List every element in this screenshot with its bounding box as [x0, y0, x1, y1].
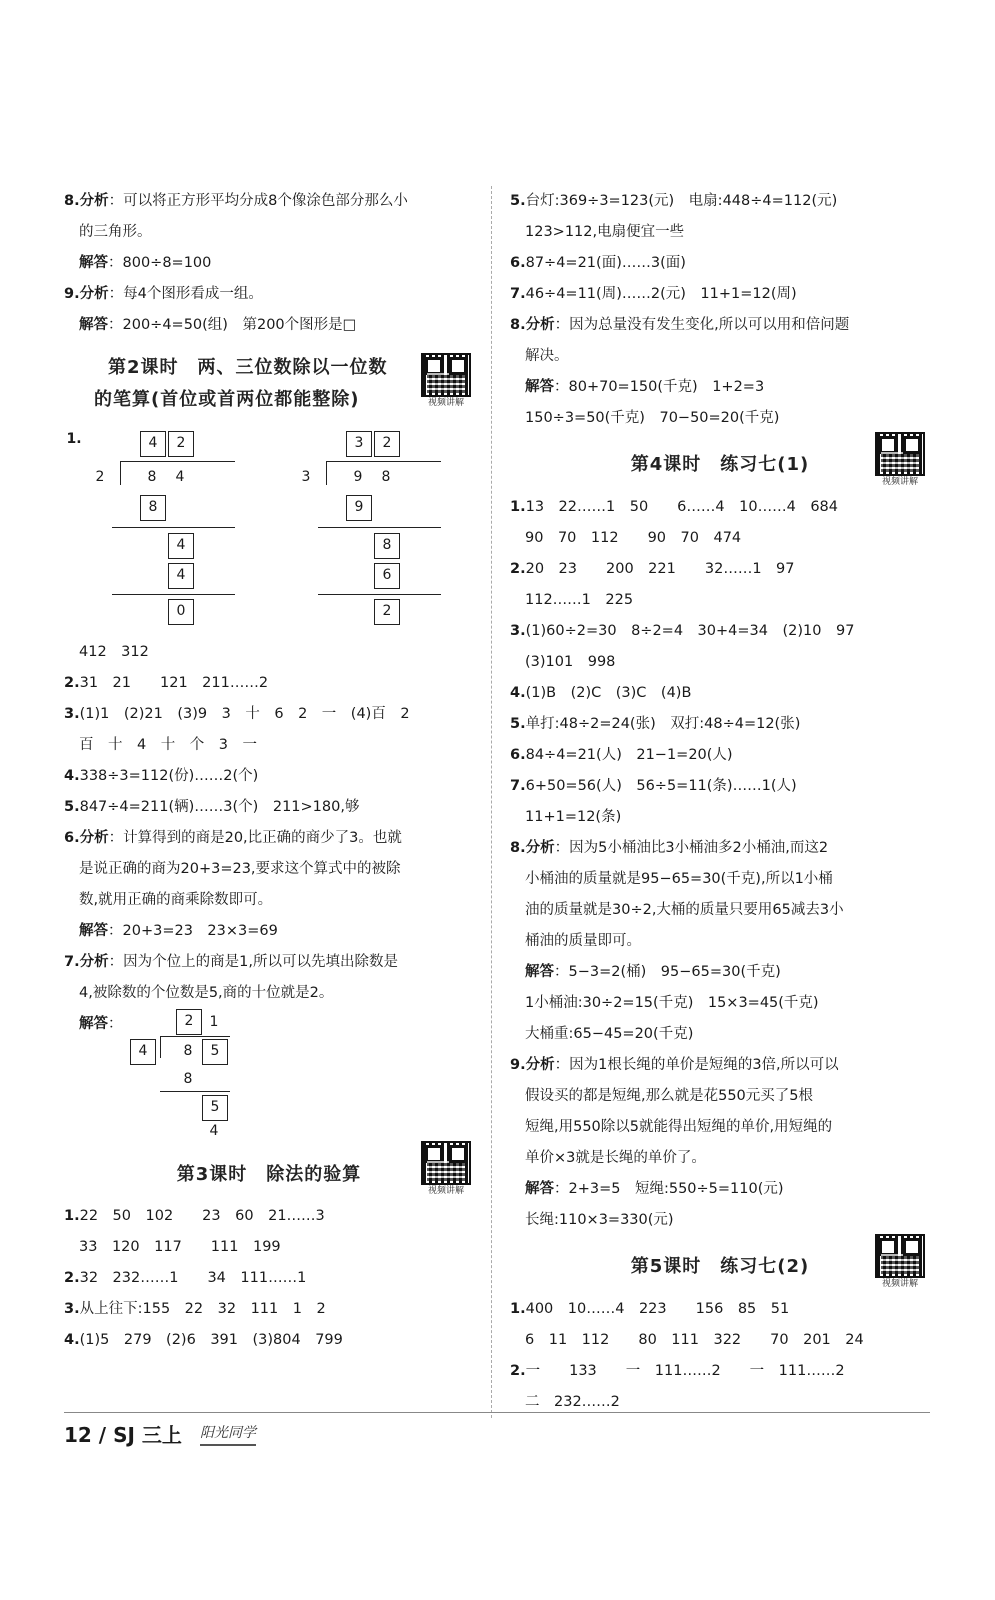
l2q1-extra: 412 312 — [79, 644, 149, 660]
l4q9-line2: 假设买的都是短绳,那么就是花550元买了5根 — [525, 1088, 814, 1104]
left-column — [64, 186, 474, 1356]
l3q4: 4.(1)5 279 (2)6 391 (3)804 799 — [64, 1332, 343, 1348]
long-division-2 — [296, 427, 446, 637]
l5q1-line2: 6 11 112 80 111 322 70 201 24 — [525, 1332, 864, 1348]
step-digit: 9 — [346, 495, 372, 521]
l3q3: 3.从上往下:155 22 32 111 1 2 — [64, 1301, 326, 1317]
divisor: 2 — [95, 469, 105, 485]
l4q4: 4.(1)B (2)C (3)C (4)B — [510, 685, 692, 701]
dividend-digit: 8 — [381, 469, 391, 485]
l2q7-line1: 7.分析：因为个位上的商是1,所以可以先填出除数是 — [64, 954, 398, 970]
l4q9-line3: 短绳,用550除以5就能得出短绳的单价,用短绳的 — [525, 1119, 833, 1135]
l4q8-answer2: 1小桶油:30÷2=15(千克) 15×3=45(千克) — [525, 995, 819, 1011]
lesson5-title: 第5课时 练习七(2) — [630, 1256, 810, 1277]
step-digit: 6 — [374, 563, 400, 589]
l4q6: 6.84÷4=21(人) 21−1=20(人) — [510, 747, 733, 763]
page-number: 12 / SJ 三上 — [64, 1423, 182, 1447]
lesson3-title: 第3课时 除法的验算 — [176, 1164, 362, 1185]
l4q8-line2: 小桶油的质量就是95−65=30(千克),所以1小桶 — [525, 871, 833, 887]
q6: 6.87÷4=21(面)……3(面) — [510, 255, 686, 271]
step-digit: 4 — [168, 533, 194, 559]
l4q9-answer: 解答：2+3=5 短绳:550÷5=110(元) — [525, 1181, 784, 1197]
brand-logo: 阳光同学 — [200, 1422, 256, 1446]
qr-code-icon — [875, 1234, 925, 1278]
q7: 7.46÷4=11(周)……2(元) 11+1=12(周) — [510, 286, 797, 302]
q8-line2: 的三角形。 — [79, 224, 152, 240]
l4q5: 5.单打:48÷2=24(张) 双打:48÷4=12(张) — [510, 716, 801, 732]
q8-line1: 8.分析：因为总量没有发生变化,所以可以用和倍问题 — [510, 317, 850, 333]
l3q1-line1: 1.22 50 102 23 60 21……3 — [64, 1208, 325, 1224]
divisor: 4 — [130, 1039, 156, 1065]
quotient-digit: 2 — [176, 1009, 202, 1035]
dividend-digit: 8 — [147, 469, 157, 485]
quotient-digit: 3 — [346, 431, 372, 457]
division-diagrams — [64, 427, 474, 637]
step-digit: 4 — [209, 1123, 219, 1139]
step-digit: 4 — [168, 563, 194, 589]
right-column — [510, 186, 930, 1418]
lesson3-header — [64, 1145, 474, 1201]
l4q1-line2: 90 70 112 90 70 474 — [525, 530, 742, 546]
l4q8-line3: 油的质量就是30÷2,大桶的质量只要用65减去3小 — [525, 902, 844, 918]
lesson2-qr[interactable] — [418, 353, 474, 413]
step-digit: 0 — [168, 599, 194, 625]
l4q1-line1: 1.13 22……1 50 6……4 10……4 684 — [510, 499, 838, 515]
step-digit: 8 — [140, 495, 166, 521]
qr-label: 视频讲解 — [881, 477, 918, 487]
qr-code-icon — [875, 432, 925, 476]
l5q1-line1: 1.400 10……4 223 156 85 51 — [510, 1301, 790, 1317]
q9-line1: 9.分析：每4个图形看成一组。 — [64, 286, 263, 302]
dividend-digit: 5 — [202, 1039, 228, 1065]
q8-line2: 解决。 — [525, 348, 569, 364]
l4q8-line4: 桶油的质量即可。 — [525, 933, 641, 949]
lesson2-title-a: 第2课时 两、三位数除以一位数 — [108, 357, 388, 378]
dividend-digit: 9 — [353, 469, 363, 485]
l4q2-line1: 2.20 23 200 221 32……1 97 — [510, 561, 795, 577]
qr-label: 视频讲解 — [427, 398, 464, 408]
qr-code-icon — [421, 1141, 471, 1185]
l4q8-line1: 8.分析：因为5小桶油比3小桶油多2小桶油,而这2 — [510, 840, 829, 856]
l4q7-line2: 11+1=12(条) — [525, 809, 622, 825]
l4q9-line1: 9.分析：因为1根长绳的单价是短绳的3倍,所以可以 — [510, 1057, 839, 1073]
l2q6-line2: 是说正确的商为20+3=23,要求这个算式中的被除 — [79, 861, 401, 877]
long-division-1 — [90, 427, 240, 637]
l2q7-line2: 4,被除数的个位数是5,商的十位就是2。 — [79, 985, 334, 1001]
l2q1-label: 1. — [66, 431, 82, 447]
lesson4-qr[interactable] — [872, 432, 928, 492]
step-digit: 8 — [374, 533, 400, 559]
q8-answer: 解答：800÷8=100 — [79, 255, 212, 271]
quotient-digit: 2 — [374, 431, 400, 457]
l2q3-line2: 百 十 4 十 个 3 一 — [79, 737, 257, 753]
l2q6-line1: 6.分析：计算得到的商是20,比正确的商少了3。也就 — [64, 830, 402, 846]
l4q8-answer: 解答：5−3=2(桶) 95−65=30(千克) — [525, 964, 781, 980]
dividend-digit: 8 — [183, 1043, 193, 1059]
l3q1-line2: 33 120 117 111 199 — [79, 1239, 281, 1255]
q8-line1: 8.分析：可以将正方形平均分成8个像涂色部分那么小 — [64, 193, 408, 209]
lesson3-qr[interactable] — [418, 1141, 474, 1201]
divisor: 3 — [301, 469, 311, 485]
q5-line1: 5.台灯:369÷3=123(元) 电扇:448÷4=112(元) — [510, 193, 838, 209]
l4q3-line1: 3.(1)60÷2=30 8÷2=4 30+4=34 (2)10 97 — [510, 623, 855, 639]
q8-answer: 解答：80+70=150(千克) 1+2=3 — [525, 379, 765, 395]
step-digit: 5 — [202, 1095, 228, 1121]
step-digit: 2 — [374, 599, 400, 625]
q8-answer2: 150÷3=50(千克) 70−50=20(千克) — [525, 410, 780, 426]
l2q6-answer: 解答：20+3=23 23×3=69 — [79, 923, 278, 939]
step-digit: 8 — [183, 1071, 193, 1087]
l5q2-line2: 二 232……2 — [525, 1394, 620, 1410]
l2q7-answer-block — [64, 1009, 474, 1139]
l4q9-line4: 单价×3就是长绳的单价了。 — [525, 1150, 706, 1166]
dividend-digit: 4 — [175, 469, 185, 485]
l5q2-line1: 2.一 133 一 111……2 一 111……2 — [510, 1363, 845, 1379]
l2q5: 5.847÷4=211(辆)……3(个) 211>180,够 — [64, 799, 360, 815]
l2q4: 4.338÷3=112(份)……2(个) — [64, 768, 259, 784]
lesson2-header — [64, 341, 474, 427]
l2q6-line3: 数,就用正确的商乘除数即可。 — [79, 892, 273, 908]
l2q2: 2.31 21 121 211……2 — [64, 675, 269, 691]
quotient-digit: 4 — [140, 431, 166, 457]
long-division-3 — [130, 1009, 280, 1139]
l4q7-line1: 7.6+50=56(人) 56÷5=11(条)……1(人) — [510, 778, 797, 794]
quotient-digit: 2 — [168, 431, 194, 457]
l2q7-answer-label: 解答： — [79, 1016, 123, 1032]
l4q3-line2: (3)101 998 — [525, 654, 616, 670]
l4q9-answer2: 长绳:110×3=330(元) — [525, 1212, 674, 1228]
l3q2: 2.32 232……1 34 111……1 — [64, 1270, 307, 1286]
blank-header-area — [0, 0, 995, 180]
lesson5-qr[interactable] — [872, 1234, 928, 1294]
qr-label: 视频讲解 — [881, 1279, 918, 1289]
lesson2-title-b: 的笔算(首位或首两位都能整除) — [94, 389, 360, 410]
lesson4-header — [510, 434, 930, 492]
lesson5-header — [510, 1236, 930, 1294]
footer-rule — [64, 1412, 930, 1413]
l2q3-line1: 3.(1)1 (2)21 (3)9 3 十 6 2 一 (4)百 2 — [64, 706, 410, 722]
qr-code-icon — [421, 353, 471, 397]
q9-answer: 解答：200÷4=50(组) 第200个图形是□ — [79, 317, 357, 333]
qr-label: 视频讲解 — [427, 1186, 464, 1196]
column-divider — [491, 186, 492, 1418]
lesson4-title: 第4课时 练习七(1) — [630, 454, 810, 475]
quotient-digit: 1 — [209, 1014, 219, 1030]
l4q2-line2: 112……1 225 — [525, 592, 634, 608]
l4q8-answer3: 大桶重:65−45=20(千克) — [525, 1026, 694, 1042]
q5-line2: 123>112,电扇便宜一些 — [525, 224, 685, 240]
